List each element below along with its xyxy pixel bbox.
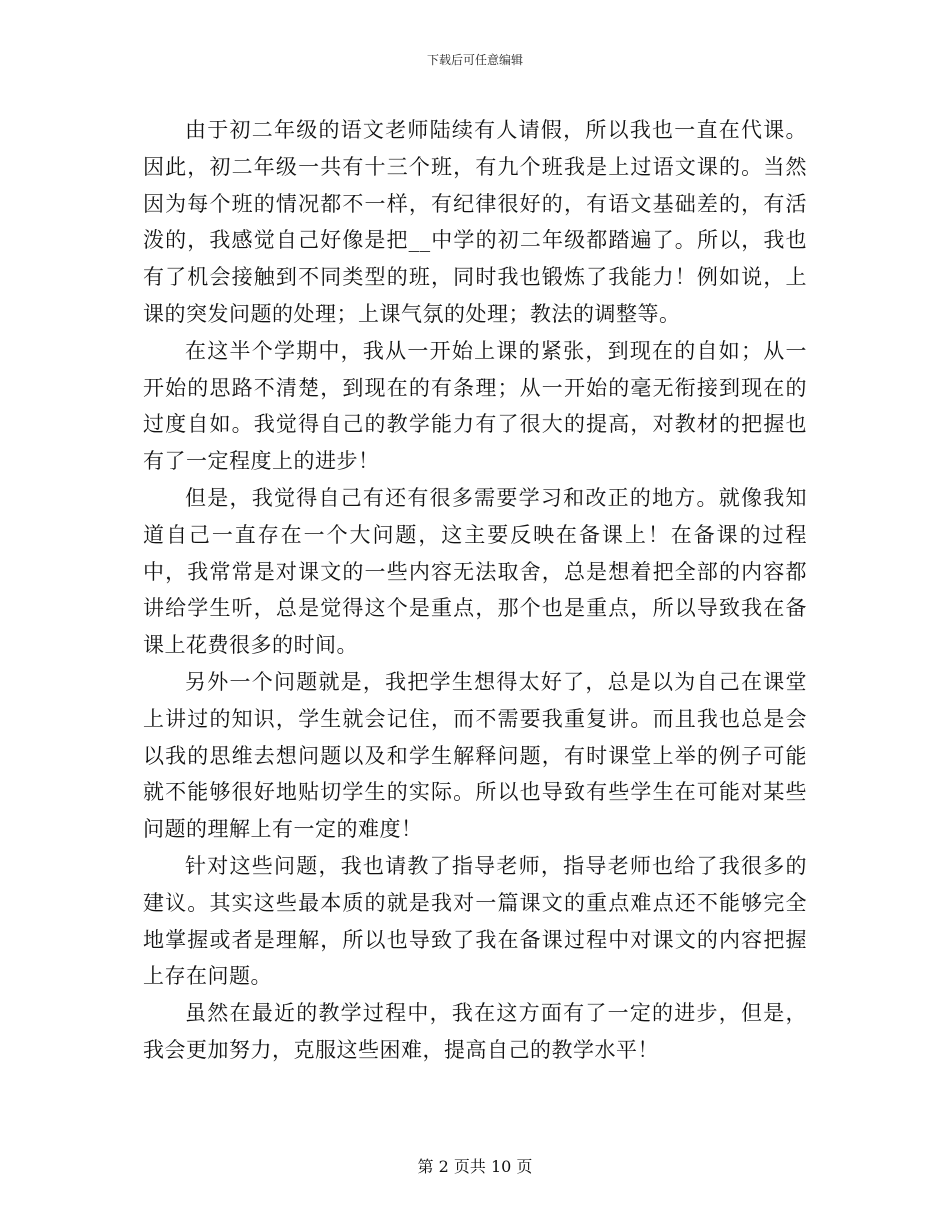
paragraph-1: 由于初二年级的语文老师陆续有人请假，所以我也一直在代课。因此，初二年级一共有十三个班，有九个班我是上过语文课的。当然因为每个班的情况都不一样，有纪律很好的，有语文基础差的，有活泼的，我感觉自己好像是把__中学的初二年级都踏遍了。所以，我也有了机会接触到不同类型的班，同时我也锻炼了我能力！例如说，上课的突发问题的处理；上课气氛的处理；教法的调整等。 xyxy=(143,118,807,326)
paragraph-6: 虽然在最近的教学过程中，我在这方面有了一定的进步，但是，我会更加努力，克服这些困难，提高自己的教学水平！ xyxy=(143,1001,807,1062)
paragraph-4: 另外一个问题就是，我把学生想得太好了，总是以为自己在课堂上讲过的知识，学生就会记住，而不需要我重复讲。而且我也总是会以我的思维去想问题以及和学生解释问题，有时课堂上举的例子可能就不能够很好地贴切学生的实际。所以也导致有些学生在可能对某些问题的理解上有一定的难度！ xyxy=(143,669,807,842)
paragraph-5: 针对这些问题，我也请教了指导老师，指导老师也给了我很多的建议。其实这些最本质的就是我对一篇课文的重点难点还不能够完全地掌握或者是理解，所以也导致了我在备课过程中对课文的内容把握上存在问题。 xyxy=(143,853,807,989)
document-body xyxy=(143,112,807,1069)
paragraph-2: 在这半个学期中，我从一开始上课的紧张，到现在的自如；从一开始的思路不清楚，到现在的有条理；从一开始的毫无衔接到现在的过度自如。我觉得自己的教学能力有了很大的提高，对教材的把握也有了一定程度上的进步！ xyxy=(143,338,807,474)
page-header: 下载后可任意编辑 xyxy=(426,53,523,67)
page-number: 第 2 页共 10 页 xyxy=(417,1157,533,1176)
paragraph-3: 但是，我觉得自己有还有很多需要学习和改正的地方。就像我知道自己一直存在一个大问题，这主要反映在备课上！在备课的过程中，我常常是对课文的一些内容无法取舍，总是想着把全部的内容都讲给学生听，总是觉得这个是重点，那个也是重点，所以导致我在备课上花费很多的时间。 xyxy=(143,485,807,658)
